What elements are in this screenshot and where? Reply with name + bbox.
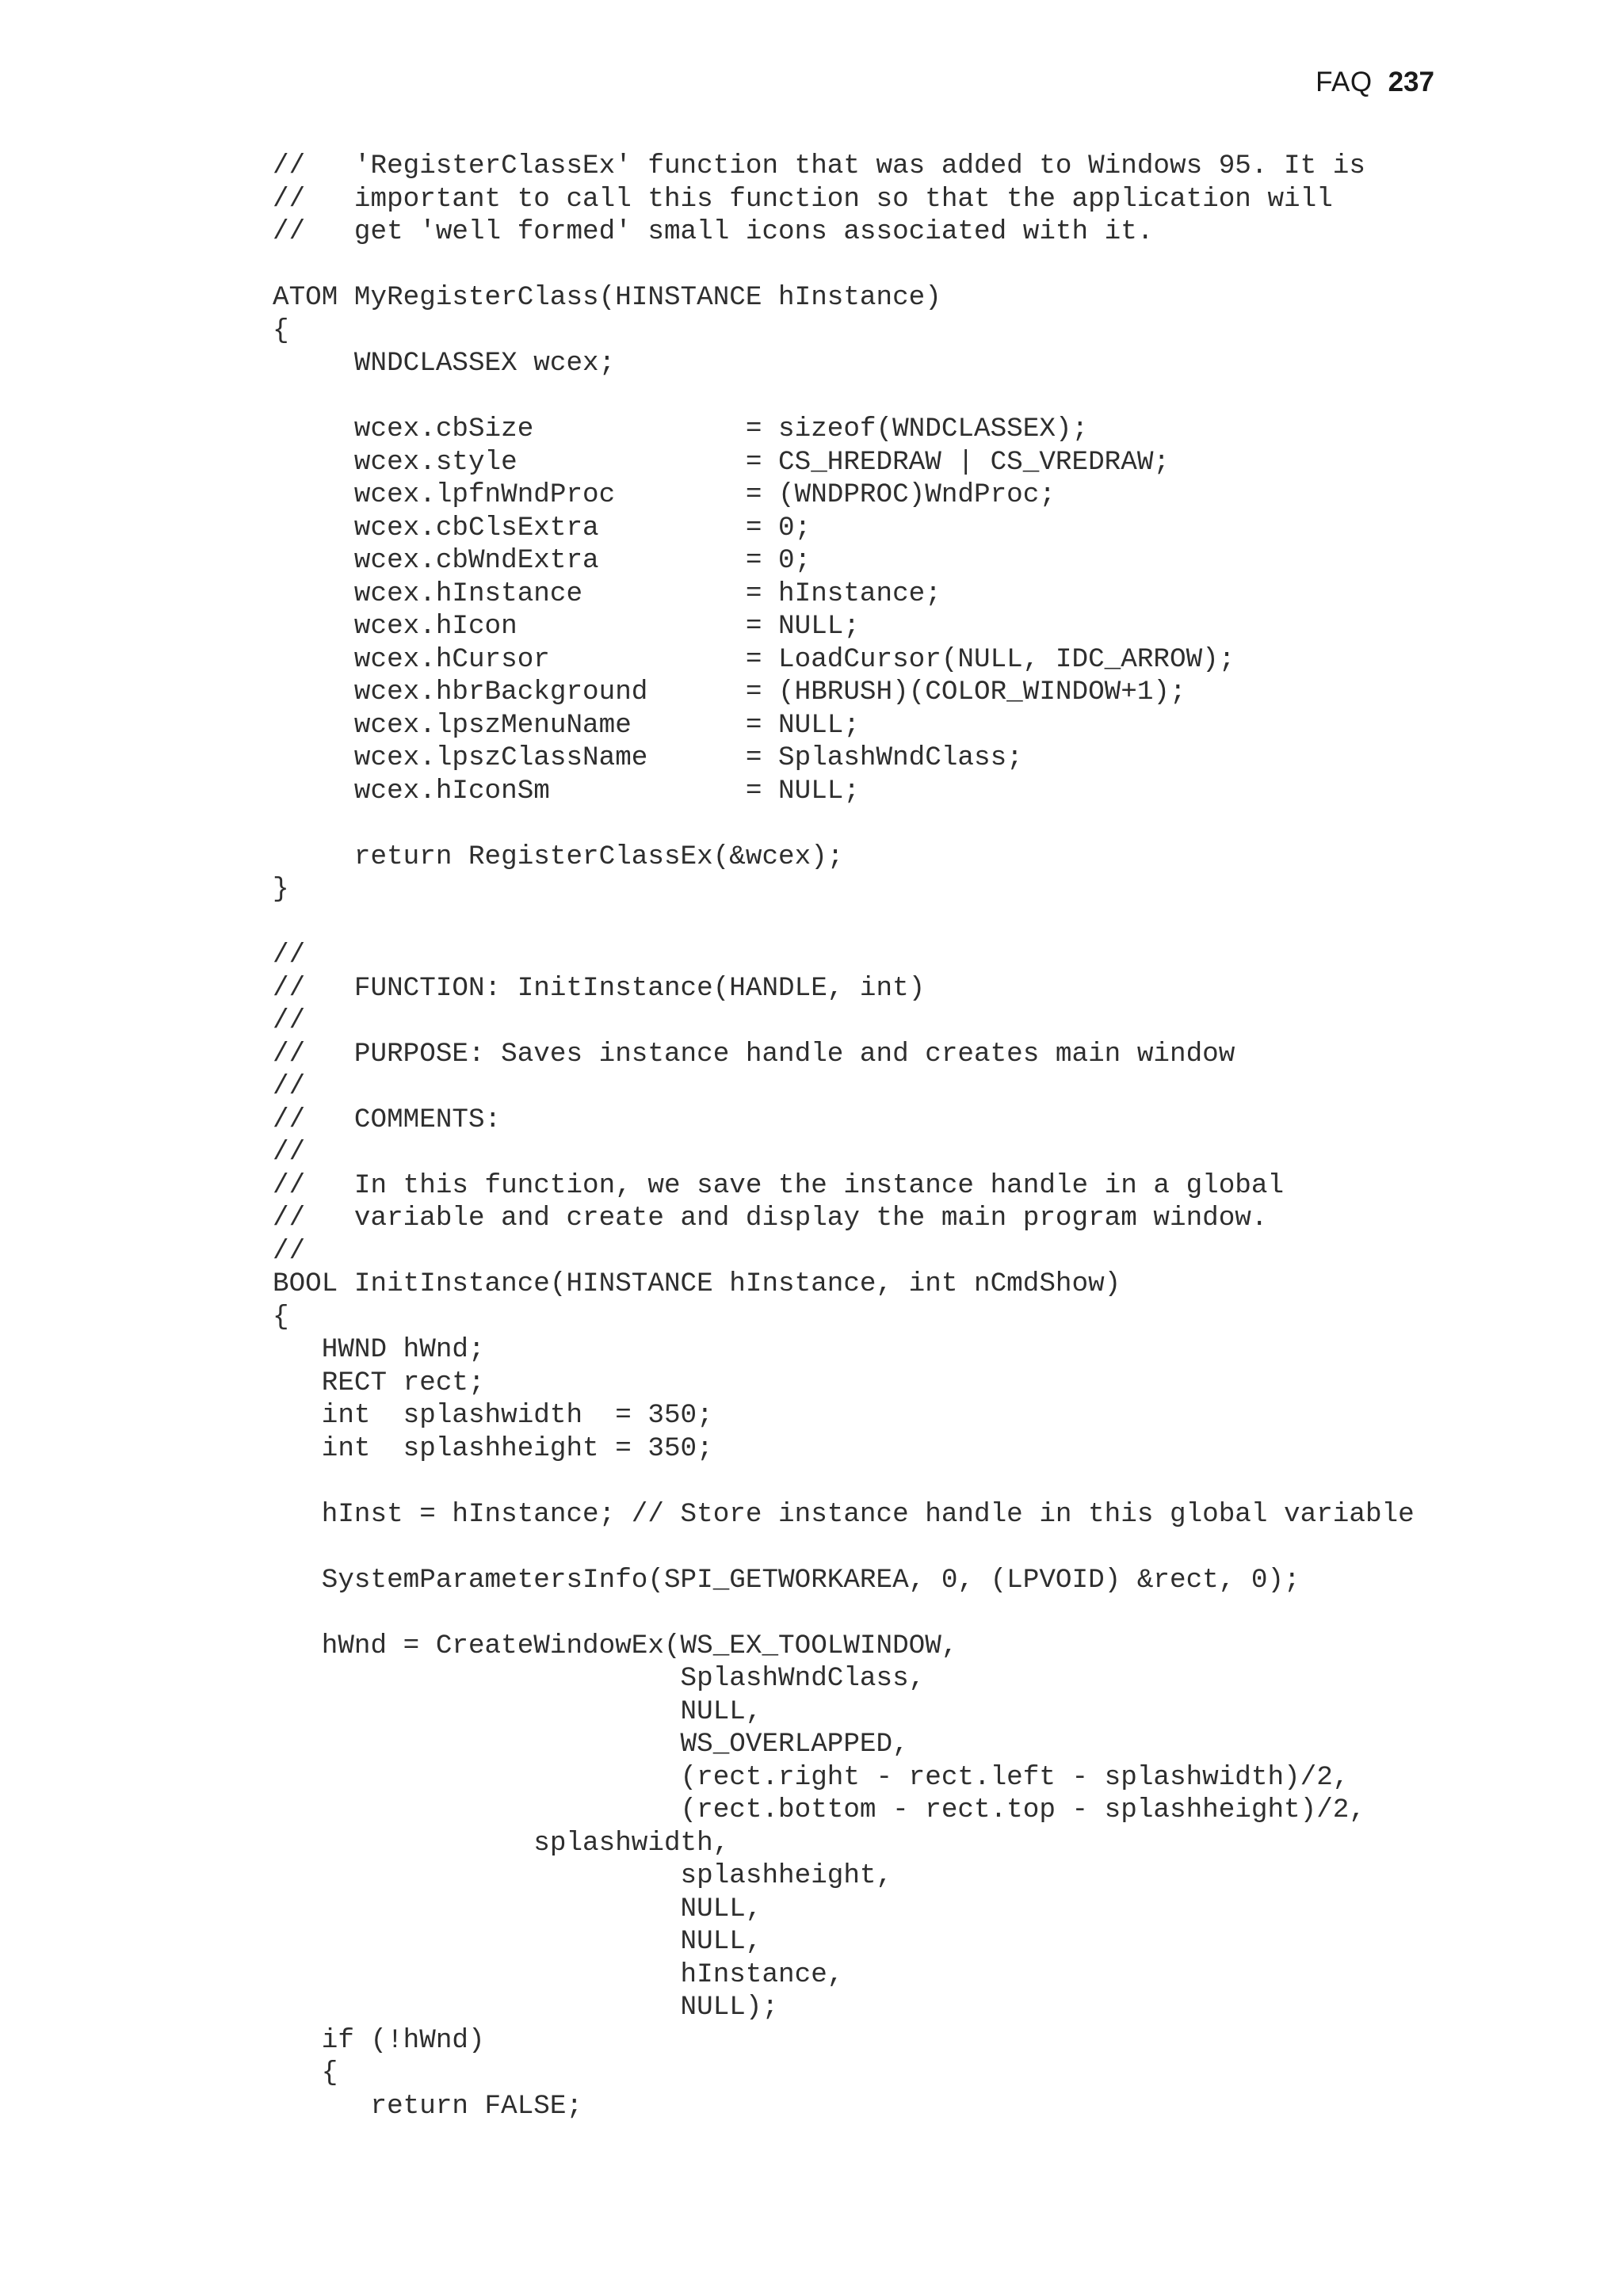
code-line: if (!hWnd) xyxy=(273,2024,485,2056)
code-line: wcex.hbrBackground = (HBRUSH)(COLOR_WINDOW+1); xyxy=(273,677,1186,707)
code-line: NULL, xyxy=(273,1926,762,1957)
code-line: // PURPOSE: Saves instance handle and creates main window xyxy=(273,1038,1235,1070)
code-line: (rect.bottom - rect.top - splashheight)/2, xyxy=(273,1794,1365,1825)
running-head xyxy=(1316,67,1434,98)
code-line: // xyxy=(273,1005,306,1036)
code-line: wcex.lpfnWndProc = (WNDPROC)WndProc; xyxy=(273,479,1056,510)
code-line: // COMMENTS: xyxy=(273,1104,502,1135)
code-line: splashwidth, xyxy=(273,1827,730,1859)
code-line xyxy=(273,1465,1415,1498)
code-line: // xyxy=(273,1137,306,1168)
page-number: 237 xyxy=(1388,67,1434,97)
code-line: return FALSE; xyxy=(273,2090,583,2122)
code-line: wcex.hInstance = hInstance; xyxy=(273,578,941,609)
code-line: wcex.style = CS_HREDRAW | CS_VREDRAW; xyxy=(273,446,1170,478)
code-line: // xyxy=(273,940,306,971)
code-line: return RegisterClassEx(&wcex); xyxy=(273,841,844,872)
code-line: wcex.cbWndExtra = 0; xyxy=(273,545,812,576)
code-line xyxy=(273,906,1415,940)
code-line: wcex.lpszMenuName = NULL; xyxy=(273,709,860,741)
code-line: // xyxy=(273,1235,306,1267)
code-line: wcex.cbSize = sizeof(WNDCLASSEX); xyxy=(273,414,1089,444)
code-line: { xyxy=(273,315,289,346)
code-line: // 'RegisterClassEx' function that was added to Windows 95. It is xyxy=(273,151,1365,181)
code-line: splashheight, xyxy=(273,1860,893,1891)
code-line: // xyxy=(273,1071,306,1102)
code-line: SystemParametersInfo(SPI_GETWORKAREA, 0, (LPVOID) &rect, 0); xyxy=(273,1564,1300,1596)
code-line: // important to call this function so that the application will xyxy=(273,183,1333,215)
code-line xyxy=(273,249,1415,282)
code-line: HWND hWnd; xyxy=(273,1334,485,1365)
code-line: wcex.hIconSm = NULL; xyxy=(273,775,860,807)
code-line: wcex.hIcon = NULL; xyxy=(273,611,860,642)
code-listing xyxy=(273,150,1415,2122)
code-line: hInstance, xyxy=(273,1958,844,1990)
code-line: wcex.lpszClassName = SplashWndClass; xyxy=(273,742,1023,773)
code-line: WNDCLASSEX wcex; xyxy=(273,348,616,379)
code-line xyxy=(273,807,1415,841)
code-line: (rect.right - rect.left - splashwidth)/2, xyxy=(273,1761,1350,1793)
code-line xyxy=(273,1596,1415,1630)
code-line: // variable and create and display the main program window. xyxy=(273,1203,1268,1234)
running-head-label: FAQ xyxy=(1316,67,1373,97)
code-line: RECT rect; xyxy=(273,1367,485,1398)
code-line: // get 'well formed' small icons associated with it. xyxy=(273,216,1154,247)
code-line: hWnd = CreateWindowEx(WS_EX_TOOLWINDOW, xyxy=(273,1630,958,1661)
code-line: NULL, xyxy=(273,1695,762,1727)
code-line: BOOL InitInstance(HINSTANCE hInstance, int nCmdShow) xyxy=(273,1268,1121,1299)
code-line: { xyxy=(273,1301,289,1333)
code-line: int splashwidth = 350; xyxy=(273,1400,713,1431)
code-line: NULL); xyxy=(273,1992,779,2023)
code-line xyxy=(273,380,1415,414)
code-line: int splashheight = 350; xyxy=(273,1432,713,1464)
code-line: } xyxy=(273,874,289,905)
code-line xyxy=(273,1531,1415,1564)
code-line: wcex.cbClsExtra = 0; xyxy=(273,512,812,543)
code-line: ATOM MyRegisterClass(HINSTANCE hInstance) xyxy=(273,282,941,313)
code-line: NULL, xyxy=(273,1893,762,1924)
code-line: wcex.hCursor = LoadCursor(NULL, IDC_ARROW); xyxy=(273,643,1235,675)
code-line: hInst = hInstance; // Store instance handle in this global variable xyxy=(273,1498,1415,1530)
code-line: WS_OVERLAPPED, xyxy=(273,1729,909,1760)
code-line: { xyxy=(273,2058,338,2088)
code-line: SplashWndClass, xyxy=(273,1663,926,1694)
code-line: // In this function, we save the instance handle in a global xyxy=(273,1169,1285,1201)
code-line: // FUNCTION: InitInstance(HANDLE, int) xyxy=(273,972,926,1004)
